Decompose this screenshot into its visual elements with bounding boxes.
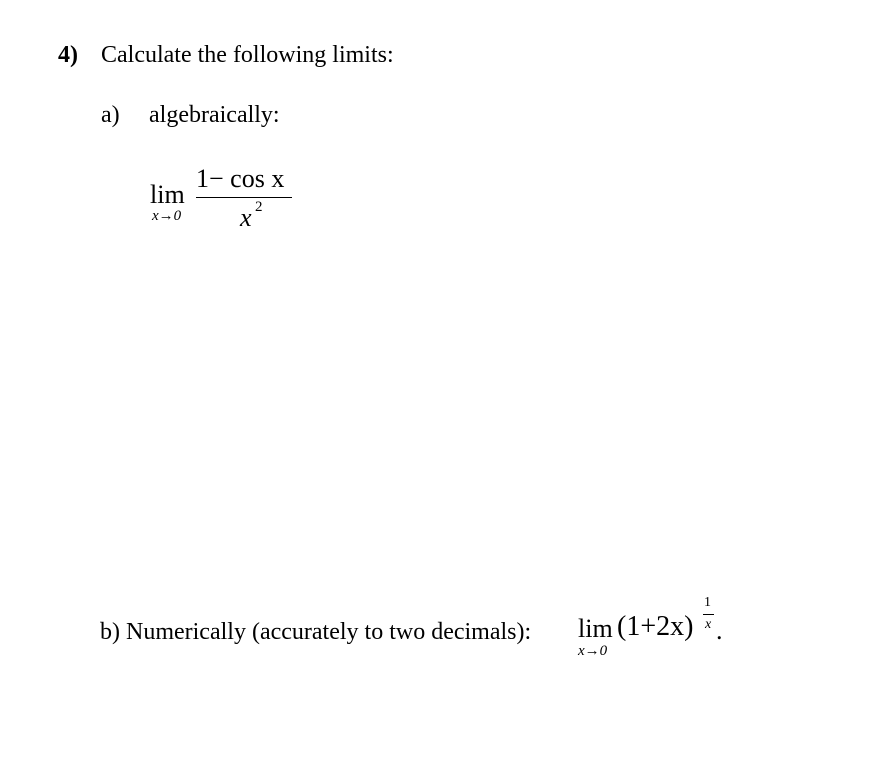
part-a-lim-operator: lim bbox=[150, 180, 185, 209]
part-a-numerator: 1− cos x bbox=[196, 164, 285, 193]
part-b-exponent-fraction-bar bbox=[703, 614, 714, 615]
part-b-base-expression: (1+2x) bbox=[617, 611, 694, 642]
part-b-trailing-period: . bbox=[716, 616, 723, 645]
part-b-exponent-numerator: 1 bbox=[704, 595, 711, 610]
part-a-denominator-exponent: 2 bbox=[255, 199, 263, 215]
part-b-instruction: b) Numerically (accurately to two decimals): bbox=[100, 619, 532, 645]
part-a-denominator-base: x bbox=[240, 203, 252, 232]
question-number: 4) bbox=[58, 42, 78, 68]
part-a-lim-subscript: x→0 bbox=[152, 208, 182, 224]
part-b-lim-operator: lim bbox=[578, 614, 613, 643]
question-text: Calculate the following limits: bbox=[101, 42, 394, 68]
part-b-exponent-denominator: x bbox=[705, 617, 712, 632]
part-a-instruction: algebraically: bbox=[149, 102, 280, 128]
part-b-lim-subscript: x→0 bbox=[578, 643, 608, 659]
part-a-fraction-bar bbox=[196, 197, 292, 198]
part-a-label: a) bbox=[101, 102, 120, 128]
